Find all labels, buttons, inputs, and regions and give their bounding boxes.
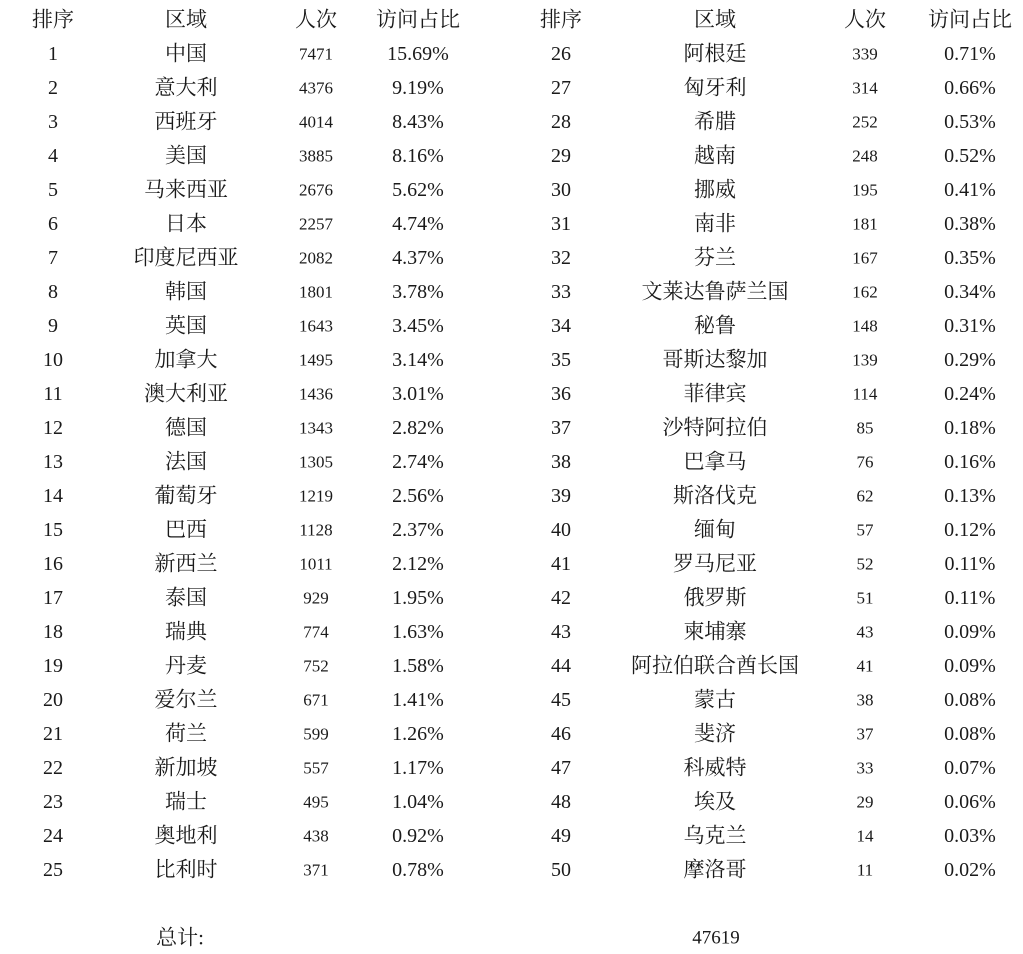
table-row-5-visit-share: 5.62% <box>392 179 444 201</box>
table-row-48-rank: 48 <box>551 791 571 813</box>
table-row-34-visit-share: 0.31% <box>944 315 996 337</box>
table-row-10-rank: 10 <box>43 349 63 371</box>
table-row-21-visit-share: 1.26% <box>392 723 444 745</box>
table-row-28-rank: 28 <box>551 111 571 133</box>
table-row-48-count: 29 <box>856 792 874 812</box>
table-row-47-rank: 47 <box>551 757 571 779</box>
table-row-8-count: 1801 <box>299 282 333 302</box>
table-row-49-count: 14 <box>856 826 874 846</box>
table-row-31-rank: 31 <box>551 213 571 235</box>
table-row-47-count: 33 <box>856 758 874 778</box>
table-row-50-visit-share: 0.02% <box>944 859 996 881</box>
table-row-15-region: 巴西 <box>165 517 207 542</box>
table-row-39-region: 斯洛伐克 <box>673 483 757 508</box>
table-row-42-count: 51 <box>856 588 874 608</box>
table-row-27-rank: 27 <box>551 77 571 99</box>
table-row-23-visit-share: 1.04% <box>392 791 444 813</box>
table-row-31-region: 南非 <box>694 211 736 236</box>
table-row-33-count: 162 <box>852 282 878 302</box>
table-row-47-visit-share: 0.07% <box>944 757 996 779</box>
table-row-38-visit-share: 0.16% <box>944 451 996 473</box>
table-row-23-rank: 23 <box>43 791 63 813</box>
table-row-24-region: 奥地利 <box>154 823 218 848</box>
table-row-45-region: 蒙古 <box>694 687 736 712</box>
table-row-41-region: 罗马尼亚 <box>673 551 757 576</box>
table-row-29-region: 越南 <box>694 143 736 168</box>
table-row-13-visit-share: 2.74% <box>392 451 444 473</box>
table-row-9-visit-share: 3.45% <box>392 315 444 337</box>
table-row-12-rank: 12 <box>43 417 63 439</box>
table-row-11-visit-share: 3.01% <box>392 383 444 405</box>
table-row-49-rank: 49 <box>551 825 571 847</box>
table-row-20-rank: 20 <box>43 689 63 711</box>
total-value: 47619 <box>692 927 740 949</box>
table-row-33-rank: 33 <box>551 281 571 303</box>
table-row-16-count: 1011 <box>299 554 333 574</box>
table-row-28-visit-share: 0.53% <box>944 111 996 133</box>
table-row-22-count: 557 <box>303 758 329 778</box>
table-row-30-rank: 30 <box>551 179 571 201</box>
table-row-24-visit-share: 0.92% <box>392 825 444 847</box>
table-row-3-region: 西班牙 <box>154 109 218 134</box>
column-header-rank-left: 排序 <box>32 7 74 32</box>
table-row-46-visit-share: 0.08% <box>944 723 996 745</box>
table-row-43-count: 43 <box>856 622 874 642</box>
table-row-29-count: 248 <box>852 146 878 166</box>
table-row-35-visit-share: 0.29% <box>944 349 996 371</box>
table-row-5-count: 2676 <box>299 180 333 200</box>
column-header-region-right: 区域 <box>694 7 736 32</box>
table-row-49-visit-share: 0.03% <box>944 825 996 847</box>
table-row-1-region: 中国 <box>165 41 207 66</box>
table-row-25-count: 371 <box>303 860 329 880</box>
table-row-14-count: 1219 <box>299 486 333 506</box>
table-row-35-count: 139 <box>852 350 878 370</box>
table-row-25-visit-share: 0.78% <box>392 859 444 881</box>
table-row-15-visit-share: 2.37% <box>392 519 444 541</box>
table-row-43-rank: 43 <box>551 621 571 643</box>
table-row-5-region: 马来西亚 <box>144 177 228 202</box>
table-row-9-count: 1643 <box>299 316 333 336</box>
table-row-18-visit-share: 1.63% <box>392 621 444 643</box>
column-header-region-left: 区域 <box>165 7 207 32</box>
table-row-9-region: 英国 <box>165 313 207 338</box>
table-row-12-count: 1343 <box>299 418 333 438</box>
table-row-3-rank: 3 <box>48 111 58 133</box>
table-row-3-count: 4014 <box>299 112 333 132</box>
table-row-19-rank: 19 <box>43 655 63 677</box>
table-row-44-rank: 44 <box>551 655 571 677</box>
table-row-23-count: 495 <box>303 792 329 812</box>
column-header-count-left: 人次 <box>295 7 337 32</box>
table-row-40-visit-share: 0.12% <box>944 519 996 541</box>
table-row-46-region: 斐济 <box>694 721 736 746</box>
table-row-26-visit-share: 0.71% <box>944 43 996 65</box>
table-row-10-region: 加拿大 <box>154 347 218 372</box>
table-row-16-rank: 16 <box>43 553 63 575</box>
table-row-11-rank: 11 <box>43 383 63 405</box>
table-row-18-count: 774 <box>303 622 329 642</box>
table-row-22-region: 新加坡 <box>154 755 218 780</box>
table-row-37-region: 沙特阿拉伯 <box>662 415 768 440</box>
table-row-34-rank: 34 <box>551 315 571 337</box>
table-row-17-rank: 17 <box>43 587 63 609</box>
table-row-33-visit-share: 0.34% <box>944 281 996 303</box>
table-row-12-visit-share: 2.82% <box>392 417 444 439</box>
table-row-21-rank: 21 <box>43 723 63 745</box>
table-row-4-rank: 4 <box>48 145 58 167</box>
table-row-28-count: 252 <box>852 112 878 132</box>
table-row-32-visit-share: 0.35% <box>944 247 996 269</box>
table-row-18-rank: 18 <box>43 621 63 643</box>
table-row-12-region: 德国 <box>165 415 207 440</box>
table-row-11-region: 澳大利亚 <box>144 381 228 406</box>
table-row-13-region: 法国 <box>165 449 207 474</box>
table-row-20-region: 爱尔兰 <box>154 687 218 712</box>
table-row-45-count: 38 <box>856 690 874 710</box>
table-row-21-region: 荷兰 <box>165 721 207 746</box>
table-row-39-count: 62 <box>856 486 874 506</box>
table-row-2-rank: 2 <box>48 77 58 99</box>
table-row-39-visit-share: 0.13% <box>944 485 996 507</box>
table-row-15-rank: 15 <box>43 519 63 541</box>
table-row-23-region: 瑞士 <box>165 789 207 814</box>
table-row-27-visit-share: 0.66% <box>944 77 996 99</box>
table-row-42-visit-share: 0.11% <box>944 587 996 609</box>
table-row-30-region: 挪威 <box>694 177 736 202</box>
table-row-10-visit-share: 3.14% <box>392 349 444 371</box>
table-row-35-region: 哥斯达黎加 <box>662 347 768 372</box>
table-row-32-region: 芬兰 <box>694 245 736 270</box>
table-row-2-visit-share: 9.19% <box>392 77 444 99</box>
table-row-19-region: 丹麦 <box>165 653 207 678</box>
table-row-39-rank: 39 <box>551 485 571 507</box>
table-row-16-region: 新西兰 <box>154 551 218 576</box>
table-row-7-rank: 7 <box>48 247 58 269</box>
table-row-50-region: 摩洛哥 <box>683 857 747 882</box>
total-label: 总计: <box>156 925 204 950</box>
table-row-5-rank: 5 <box>48 179 58 201</box>
table-row-44-region: 阿拉伯联合酋长国 <box>631 653 799 678</box>
table-row-6-rank: 6 <box>48 213 58 235</box>
table-row-44-count: 41 <box>856 656 874 676</box>
table-row-43-visit-share: 0.09% <box>944 621 996 643</box>
table-row-10-count: 1495 <box>299 350 333 370</box>
table-row-6-region: 日本 <box>165 211 207 236</box>
table-row-29-visit-share: 0.52% <box>944 145 996 167</box>
table-row-36-visit-share: 0.24% <box>944 383 996 405</box>
table-row-2-count: 4376 <box>299 78 333 98</box>
table-row-21-count: 599 <box>303 724 329 744</box>
table-row-7-count: 2082 <box>299 248 333 268</box>
table-row-30-visit-share: 0.41% <box>944 179 996 201</box>
table-row-31-visit-share: 0.38% <box>944 213 996 235</box>
table-row-50-count: 11 <box>856 860 874 880</box>
table-row-13-count: 1305 <box>299 452 333 472</box>
table-row-27-region: 匈牙利 <box>683 75 747 100</box>
table-row-4-visit-share: 8.16% <box>392 145 444 167</box>
table-row-29-rank: 29 <box>551 145 571 167</box>
table-row-34-region: 秘鲁 <box>694 313 736 338</box>
table-row-15-count: 1128 <box>299 520 333 540</box>
table-row-20-count: 671 <box>303 690 329 710</box>
table-row-19-count: 752 <box>303 656 329 676</box>
table-row-1-count: 7471 <box>299 44 333 64</box>
table-row-41-count: 52 <box>856 554 874 574</box>
table-row-1-rank: 1 <box>48 43 58 65</box>
table-row-46-count: 37 <box>856 724 874 744</box>
table-row-11-count: 1436 <box>299 384 333 404</box>
table-row-1-visit-share: 15.69% <box>387 43 449 65</box>
table-row-8-region: 韩国 <box>165 279 207 304</box>
table-row-20-visit-share: 1.41% <box>392 689 444 711</box>
table-row-4-region: 美国 <box>165 143 207 168</box>
table-row-13-rank: 13 <box>43 451 63 473</box>
table-row-16-visit-share: 2.12% <box>392 553 444 575</box>
table-row-7-region: 印度尼西亚 <box>133 245 239 270</box>
table-row-14-visit-share: 2.56% <box>392 485 444 507</box>
table-row-24-rank: 24 <box>43 825 63 847</box>
table-row-40-region: 缅甸 <box>694 517 736 542</box>
table-row-8-visit-share: 3.78% <box>392 281 444 303</box>
table-row-45-visit-share: 0.08% <box>944 689 996 711</box>
table-row-25-region: 比利时 <box>154 857 218 882</box>
table-row-3-visit-share: 8.43% <box>392 111 444 133</box>
table-row-33-region: 文莱达鲁萨兰国 <box>641 279 789 304</box>
table-row-38-rank: 38 <box>551 451 571 473</box>
table-row-38-count: 76 <box>856 452 874 472</box>
table-row-42-region: 俄罗斯 <box>683 585 747 610</box>
table-row-26-rank: 26 <box>551 43 571 65</box>
table-row-48-visit-share: 0.06% <box>944 791 996 813</box>
table-row-42-rank: 42 <box>551 587 571 609</box>
table-row-18-region: 瑞典 <box>165 619 207 644</box>
table-row-25-rank: 25 <box>43 859 63 881</box>
table-row-24-count: 438 <box>303 826 329 846</box>
column-header-count-right: 人次 <box>844 7 886 32</box>
table-row-34-count: 148 <box>852 316 878 336</box>
table-row-45-rank: 45 <box>551 689 571 711</box>
table-row-31-count: 181 <box>852 214 878 234</box>
table-row-22-rank: 22 <box>43 757 63 779</box>
table-row-46-rank: 46 <box>551 723 571 745</box>
table-row-36-region: 菲律宾 <box>683 381 747 406</box>
table-row-41-visit-share: 0.11% <box>944 553 996 575</box>
table-row-26-count: 339 <box>852 44 878 64</box>
table-row-9-rank: 9 <box>48 315 58 337</box>
table-row-6-visit-share: 4.74% <box>392 213 444 235</box>
table-row-36-count: 114 <box>852 384 878 404</box>
table-row-6-count: 2257 <box>299 214 333 234</box>
table-row-40-count: 57 <box>856 520 874 540</box>
table-row-27-count: 314 <box>852 78 878 98</box>
table-row-40-rank: 40 <box>551 519 571 541</box>
table-row-49-region: 乌克兰 <box>683 823 747 848</box>
table-row-17-region: 泰国 <box>165 585 207 610</box>
table-row-30-count: 195 <box>852 180 878 200</box>
table-row-26-region: 阿根廷 <box>683 41 747 66</box>
table-row-43-region: 柬埔寨 <box>683 619 747 644</box>
table-row-36-rank: 36 <box>551 383 571 405</box>
table-row-2-region: 意大利 <box>154 75 218 100</box>
table-row-37-visit-share: 0.18% <box>944 417 996 439</box>
column-header-visit-share-right: 访问占比 <box>928 7 1012 32</box>
table-row-7-visit-share: 4.37% <box>392 247 444 269</box>
table-row-37-rank: 37 <box>551 417 571 439</box>
table-row-44-visit-share: 0.09% <box>944 655 996 677</box>
table-row-22-visit-share: 1.17% <box>392 757 444 779</box>
table-row-17-visit-share: 1.95% <box>392 587 444 609</box>
table-row-35-rank: 35 <box>551 349 571 371</box>
table-row-38-region: 巴拿马 <box>683 449 747 474</box>
table-row-28-region: 希腊 <box>694 109 736 134</box>
column-header-visit-share-left: 访问占比 <box>376 7 460 32</box>
column-header-rank-right: 排序 <box>540 7 582 32</box>
table-row-50-rank: 50 <box>551 859 571 881</box>
table-row-19-visit-share: 1.58% <box>392 655 444 677</box>
table-row-47-region: 科威特 <box>683 755 747 780</box>
table-row-32-count: 167 <box>852 248 878 268</box>
table-row-17-count: 929 <box>303 588 329 608</box>
table-row-32-rank: 32 <box>551 247 571 269</box>
table-row-14-rank: 14 <box>43 485 63 507</box>
table-row-8-rank: 8 <box>48 281 58 303</box>
table-row-4-count: 3885 <box>299 146 333 166</box>
table-row-37-count: 85 <box>856 418 874 438</box>
table-row-48-region: 埃及 <box>694 789 736 814</box>
table-row-14-region: 葡萄牙 <box>154 483 218 508</box>
table-row-41-rank: 41 <box>551 553 571 575</box>
